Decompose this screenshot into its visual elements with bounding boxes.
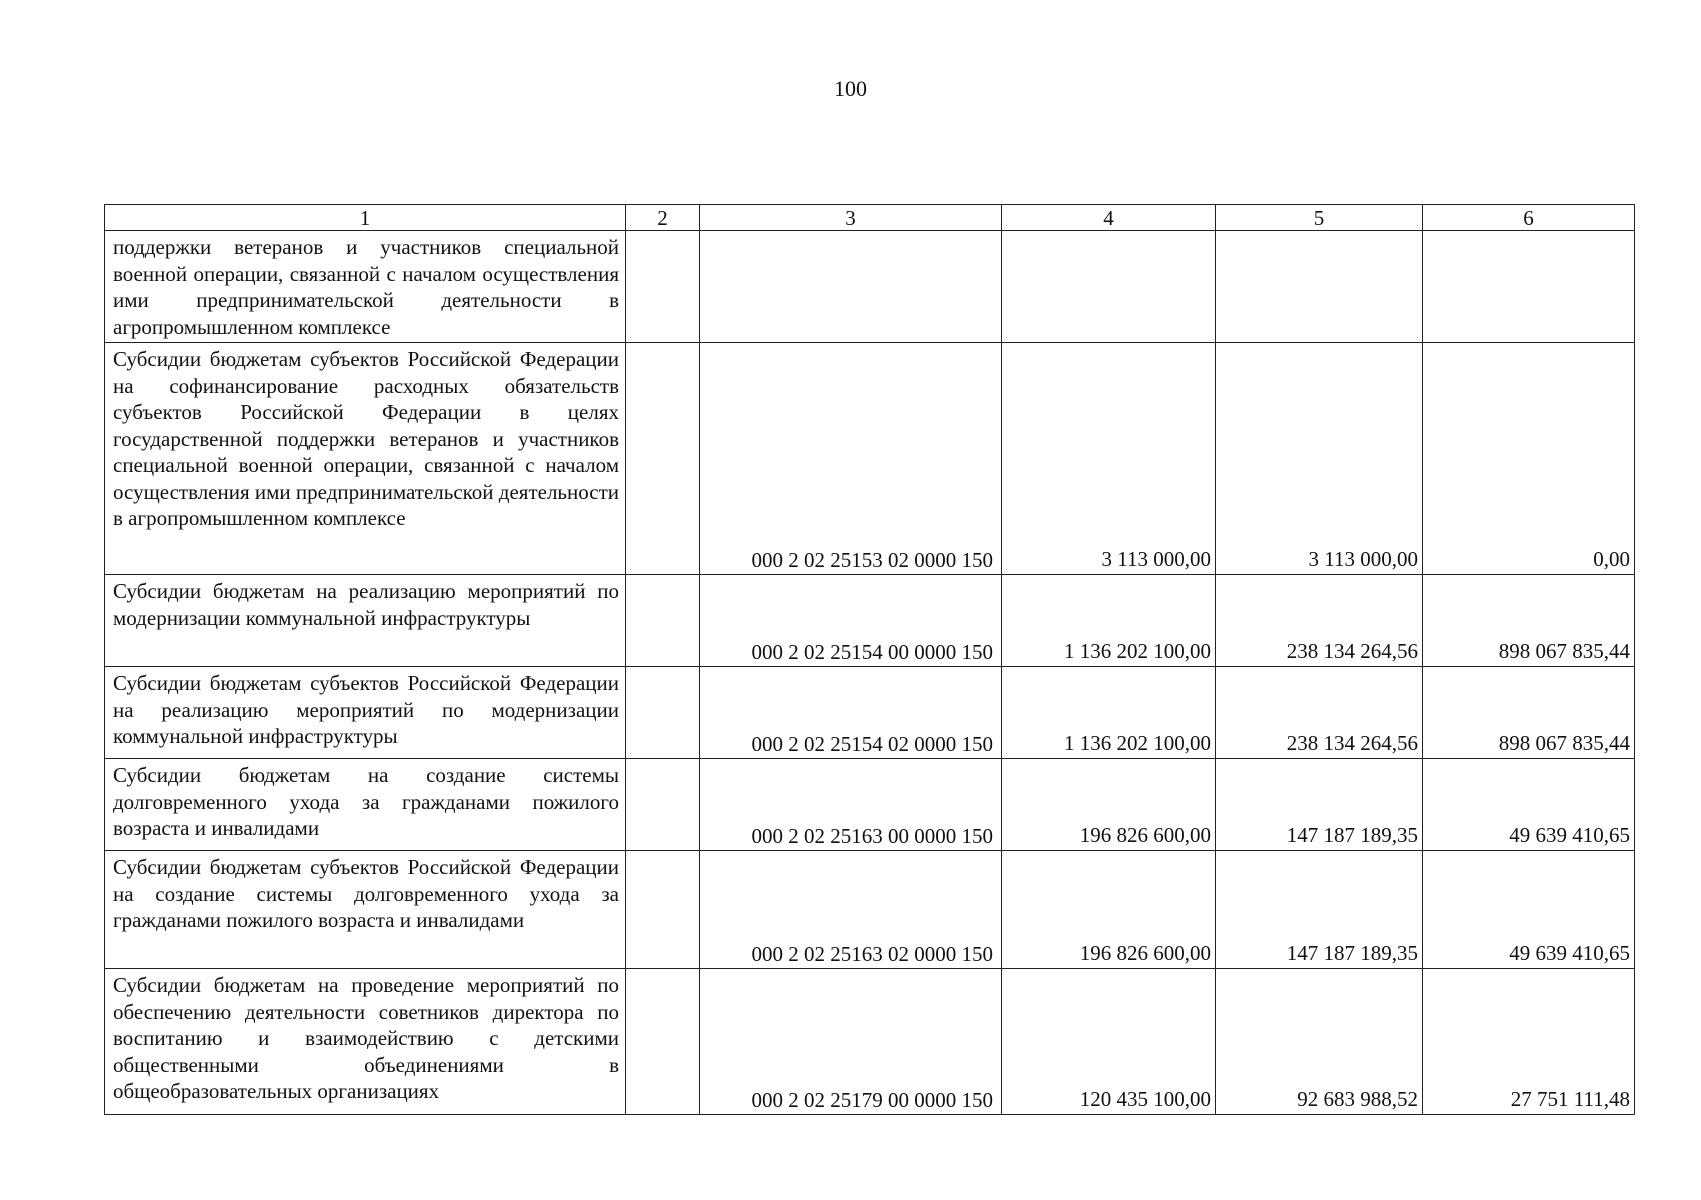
row-col5: 3 113 000,00 bbox=[1216, 343, 1423, 575]
row-code bbox=[700, 231, 1002, 343]
row-col5: 238 134 264,56 bbox=[1216, 575, 1423, 667]
row-code: 000 2 02 25153 02 0000 150 bbox=[700, 343, 1002, 575]
table-row bbox=[105, 343, 1635, 575]
row-name: Субсидии бюджетам на проведение мероприятий по обеспечению деятельности советников директора по воспитанию и взаимодействию с детскими общественными объединениями в общеобразовательных организациях bbox=[105, 969, 626, 1115]
table-row bbox=[105, 667, 1635, 759]
row-col6: 898 067 835,44 bbox=[1423, 575, 1635, 667]
row-col2 bbox=[626, 851, 700, 969]
row-name: Субсидии бюджетам субъектов Российской Федерации на реализацию мероприятий по модернизации коммунальной инфраструктуры bbox=[105, 667, 626, 759]
row-col6: 898 067 835,44 bbox=[1423, 667, 1635, 759]
column-header: 2 bbox=[626, 205, 700, 231]
row-code: 000 2 02 25163 00 0000 150 bbox=[700, 759, 1002, 851]
row-name: Субсидии бюджетам на создание системы долговременного ухода за гражданами пожилого возраста и инвалидами bbox=[105, 759, 626, 851]
row-code: 000 2 02 25154 02 0000 150 bbox=[700, 667, 1002, 759]
row-col6: 27 751 111,48 bbox=[1423, 969, 1635, 1115]
row-code: 000 2 02 25179 00 0000 150 bbox=[700, 969, 1002, 1115]
row-code: 000 2 02 25163 02 0000 150 bbox=[700, 851, 1002, 969]
row-col2 bbox=[626, 231, 700, 343]
row-col5: 92 683 988,52 bbox=[1216, 969, 1423, 1115]
row-col2 bbox=[626, 343, 700, 575]
table-row bbox=[105, 231, 1635, 343]
row-col2 bbox=[626, 667, 700, 759]
row-col4: 196 826 600,00 bbox=[1002, 851, 1216, 969]
budget-table bbox=[104, 204, 1635, 1115]
row-col4 bbox=[1002, 231, 1216, 343]
row-col2 bbox=[626, 969, 700, 1115]
row-name: поддержки ветеранов и участников специальной военной операции, связанной с началом осуществления ими предпринимательской деятельности в агропромышленном комплексе bbox=[105, 231, 626, 343]
row-col5: 147 187 189,35 bbox=[1216, 851, 1423, 969]
column-header: 5 bbox=[1216, 205, 1423, 231]
row-col6: 49 639 410,65 bbox=[1423, 759, 1635, 851]
table-row bbox=[105, 575, 1635, 667]
row-col5: 147 187 189,35 bbox=[1216, 759, 1423, 851]
row-code: 000 2 02 25154 00 0000 150 bbox=[700, 575, 1002, 667]
table-header-row bbox=[105, 205, 1635, 231]
table-row bbox=[105, 969, 1635, 1115]
row-name: Субсидии бюджетам субъектов Российской Федерации на создание системы долговременного ухода за гражданами пожилого возраста и инвалидами bbox=[105, 851, 626, 969]
row-col6 bbox=[1423, 231, 1635, 343]
row-col4: 1 136 202 100,00 bbox=[1002, 667, 1216, 759]
column-header: 3 bbox=[700, 205, 1002, 231]
row-col4: 196 826 600,00 bbox=[1002, 759, 1216, 851]
row-col4: 1 136 202 100,00 bbox=[1002, 575, 1216, 667]
row-col4: 120 435 100,00 bbox=[1002, 969, 1216, 1115]
row-col6: 0,00 bbox=[1423, 343, 1635, 575]
row-col4: 3 113 000,00 bbox=[1002, 343, 1216, 575]
column-header: 4 bbox=[1002, 205, 1216, 231]
page-number: 100 bbox=[834, 76, 867, 101]
column-header: 1 bbox=[105, 205, 626, 231]
row-name: Субсидии бюджетам на реализацию мероприятий по модернизации коммунальной инфраструктуры bbox=[105, 575, 626, 667]
row-col5: 238 134 264,56 bbox=[1216, 667, 1423, 759]
table-row bbox=[105, 851, 1635, 969]
row-name: Субсидии бюджетам субъектов Российской Федерации на софинансирование расходных обязательств субъектов Российской Федерации в целях государственной поддержки ветеранов и участников специальной военной операции, связанной с началом осуществления ими предпринимательской деятельности в агропромышленном комплексе bbox=[105, 343, 626, 575]
row-col2 bbox=[626, 759, 700, 851]
row-col6: 49 639 410,65 bbox=[1423, 851, 1635, 969]
row-col2 bbox=[626, 575, 700, 667]
table-row bbox=[105, 759, 1635, 851]
row-col5 bbox=[1216, 231, 1423, 343]
column-header: 6 bbox=[1423, 205, 1635, 231]
